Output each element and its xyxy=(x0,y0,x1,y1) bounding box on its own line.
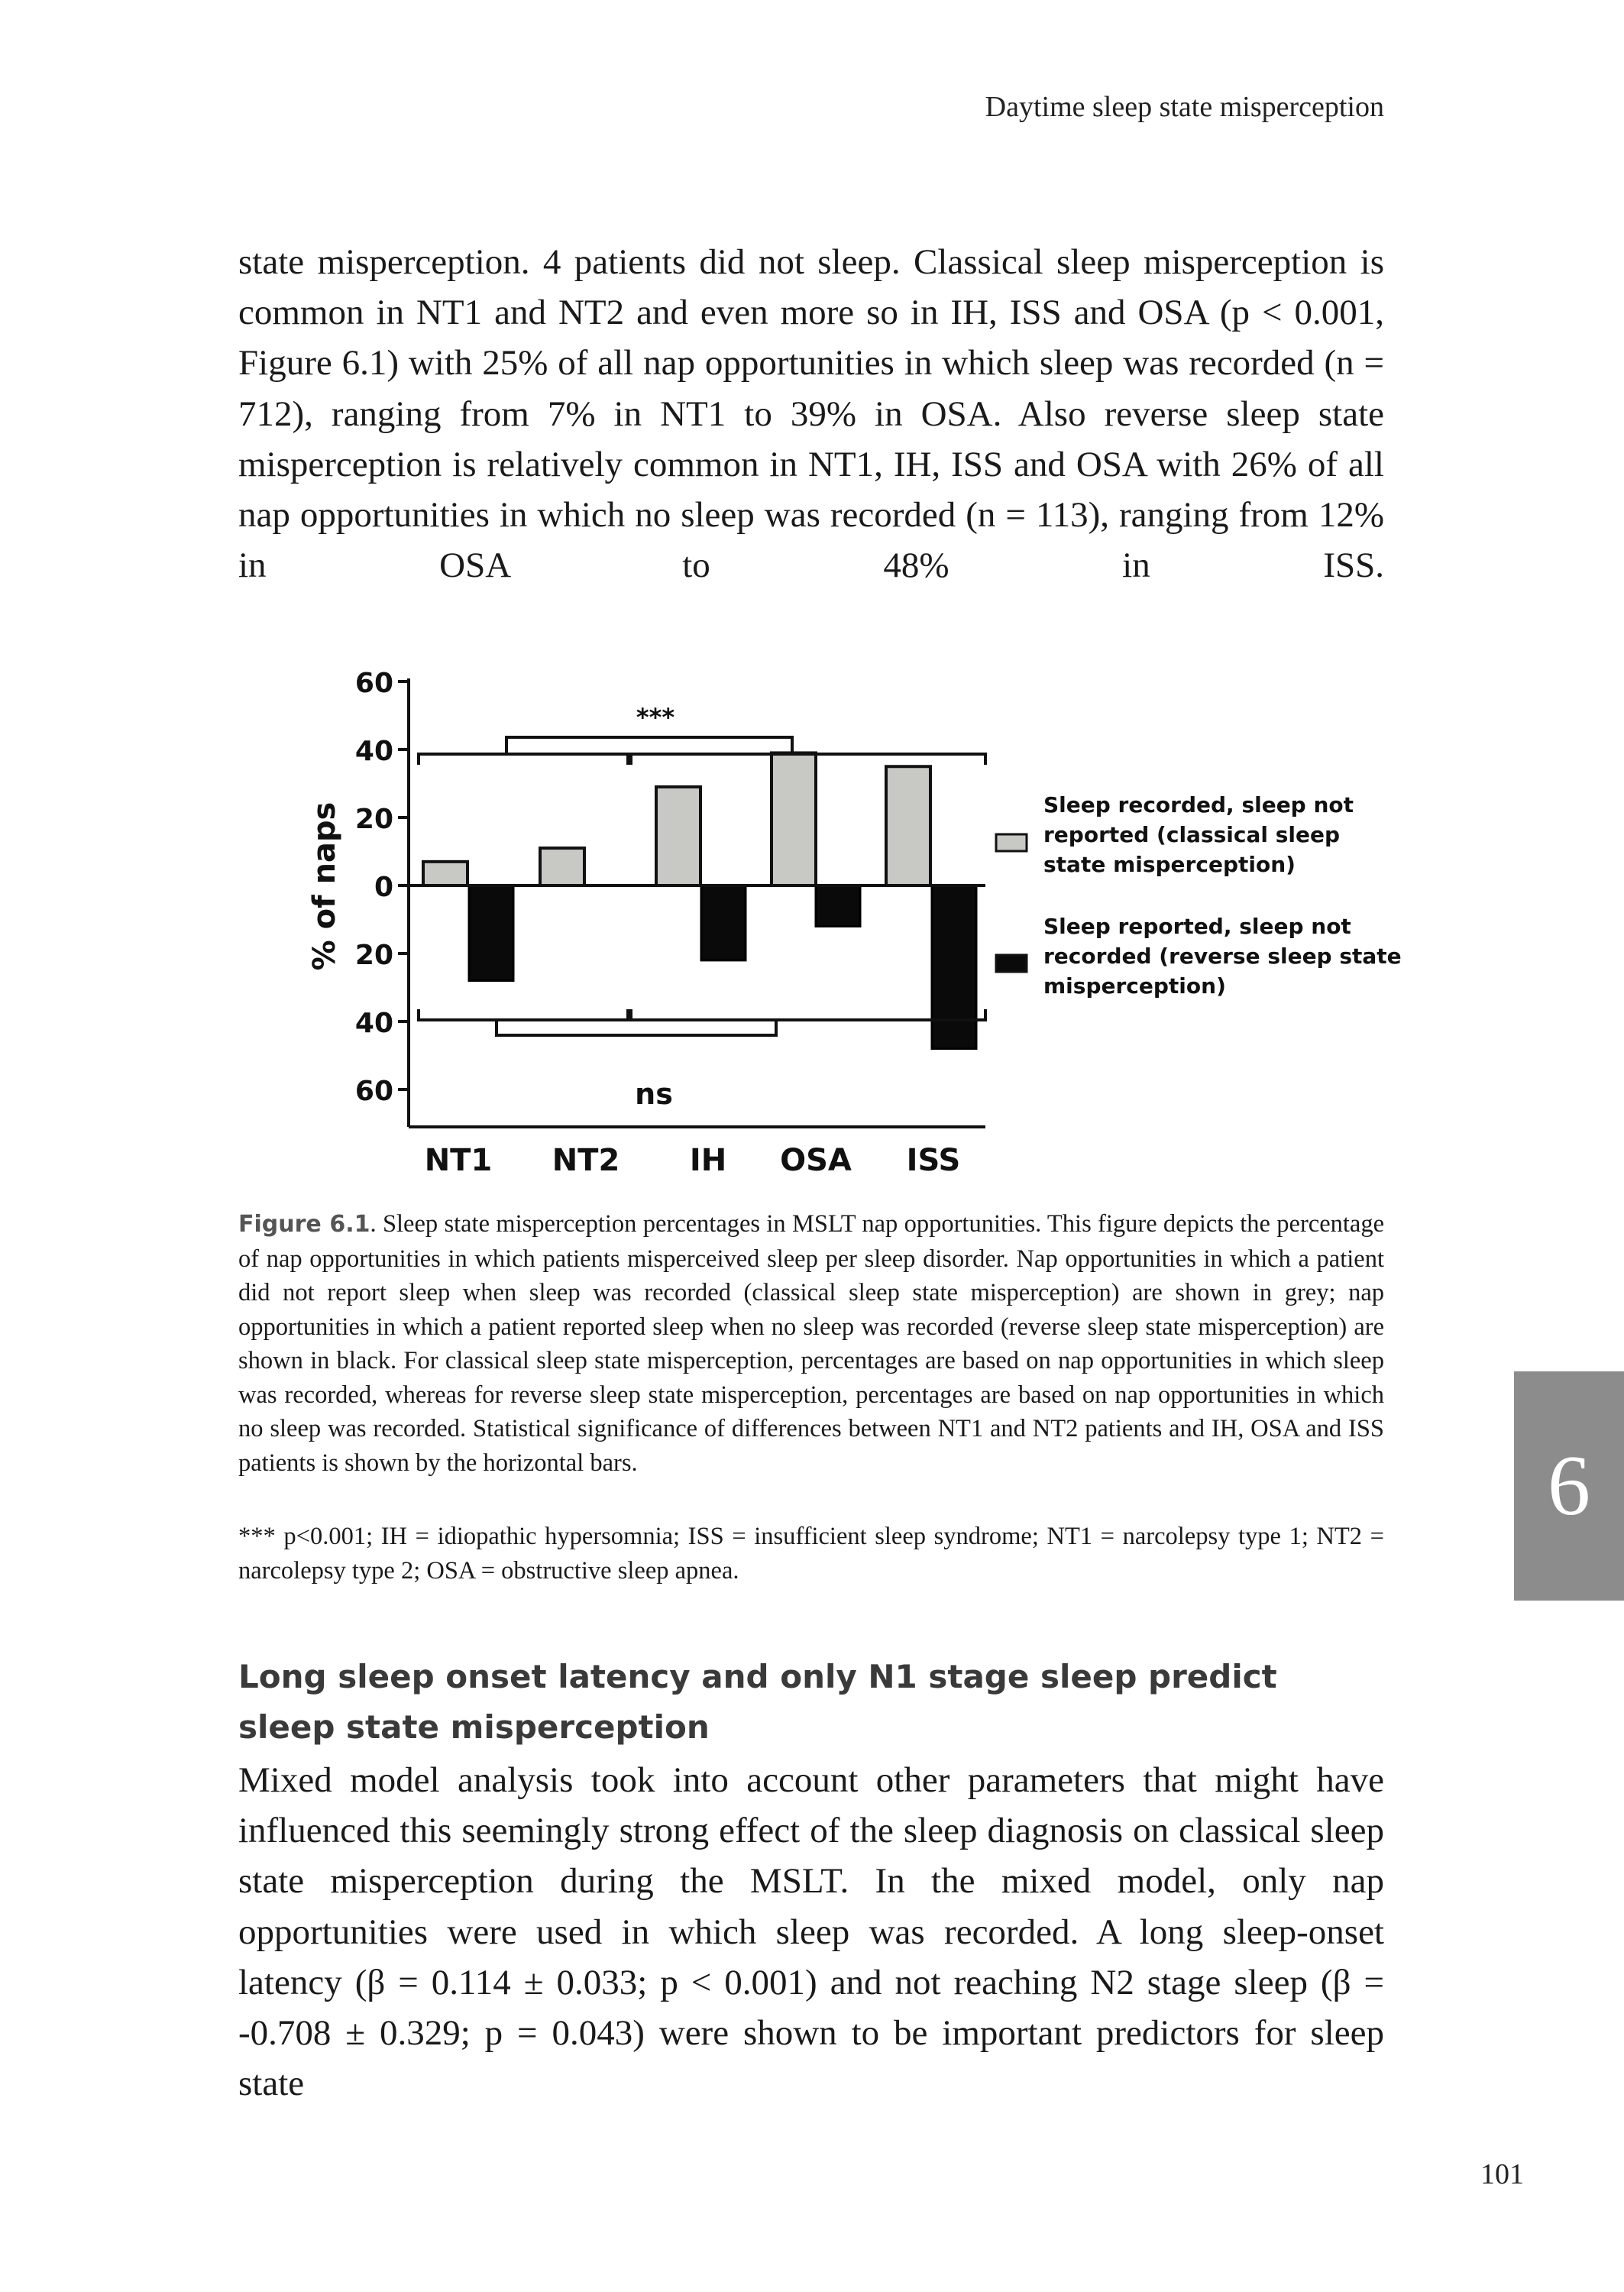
y-tick-label: 40 xyxy=(354,1008,393,1039)
bar-reverse-nt1 xyxy=(469,885,513,981)
significance-bracket-upper xyxy=(506,737,792,753)
group-bracket-lower xyxy=(419,1009,985,1020)
chapter-tab: 6 xyxy=(1514,1371,1624,1601)
bar-reverse-ih xyxy=(701,885,746,960)
x-tick-label-nt2: NT2 xyxy=(552,1143,620,1178)
bar-reverse-osa xyxy=(816,885,860,926)
bar-classical-iss xyxy=(886,766,930,885)
legend-item-classical-label: Sleep recorded, sleep not reported (classical sleep state misperception) xyxy=(1043,792,1354,877)
significance-upper-label: *** xyxy=(636,703,675,732)
y-tick-label: 60 xyxy=(354,668,393,699)
y-tick-label: 20 xyxy=(354,804,393,835)
bar-classical-ih xyxy=(656,787,700,885)
body-paragraph-1: state misperception. 4 patients did not sleep. Classical sleep misperception is common in NT1 and NT2 and even more so in IH, ISS and OSA (p < 0.001, Figure 6.1) with 25% of all nap opportunities in which sleep was recorded (n = 712), ranging from 7% in NT1 to 39% in OSA. Also reverse sleep state misperception is relatively common in NT1, IH, ISS and OSA with 26% of all nap opportunities in which no sleep was recorded (n = 113), ranging from 12% in OSA to 48% in ISS. xyxy=(238,242,1384,586)
bar-classical-osa xyxy=(772,753,816,885)
x-tick-label-iss: ISS xyxy=(906,1143,961,1178)
bar-classical-nt1 xyxy=(423,862,467,885)
group-bracket-upper xyxy=(419,754,985,765)
figure-caption-text: . Sleep state misperception percentages in MSLT nap opportunities. This figure depicts the percentage of nap opportunities in which patients misperceived sleep per sleep disorder. Nap opportunities in which a patient did not report sleep when sleep was recorded (classical sleep state misperception) are shown in grey; nap opportunities in which a patient reported sleep when no sleep was recorded (reverse sleep state misperception) are shown in black. For classical sleep state misperception, percentages are based on nap opportunities in which sleep was recorded, whereas for reverse sleep state misperception, percentages are based on nap opportunities in which no sleep was recorded. Statistical significance of differences between NT1 and NT2 patients and IH, OSA and ISS patients is shown by the horizontal bars. xyxy=(238,1210,1384,1477)
legend-item-classical-swatch xyxy=(996,834,1027,851)
y-tick-label: 0 xyxy=(374,872,393,903)
page-number: 101 xyxy=(1480,2158,1524,2190)
legend-item-reverse-label: Sleep reported, sleep not recorded (reverse sleep state misperception) xyxy=(1043,914,1402,999)
running-header: Daytime sleep state misperception xyxy=(985,91,1384,123)
legend-item-reverse-swatch xyxy=(996,955,1027,972)
figure-notes: *** p<0.001; IH = idiopathic hypersomnia; ISS = insufficient sleep syndrome; NT1 = narcolepsy type 1; NT2 = narcolepsy type 2; OSA = obstructive sleep apnea. xyxy=(238,1523,1384,1585)
significance-lower-label: ns xyxy=(635,1077,673,1111)
y-tick-label: 20 xyxy=(354,940,393,971)
bar-classical-nt2 xyxy=(540,848,584,885)
bar-reverse-iss xyxy=(932,885,976,1049)
y-tick-label: 60 xyxy=(354,1076,393,1107)
x-tick-label-osa: OSA xyxy=(780,1143,852,1178)
section-heading: Long sleep onset latency and only N1 stage sleep predict sleep state misperception xyxy=(238,1658,1277,1746)
figure-label: Figure 6.1 xyxy=(238,1211,370,1238)
x-tick-label-nt1: NT1 xyxy=(424,1143,493,1178)
figure-caption xyxy=(238,1207,1384,1480)
y-tick-label: 40 xyxy=(354,736,393,767)
body-paragraph-2: Mixed model analysis took into account other parameters that might have influenced this seemingly strong effect of the sleep diagnosis on classical sleep state misperception during the MSLT. In the mixed model, only nap opportunities were used in which sleep was recorded. A long sleep-onset latency (β = 0.114 ± 0.033; p < 0.001) and not reaching N2 stage sleep (β = -0.708 ± 0.329; p = 0.043) were shown to be important predictors for sleep state xyxy=(238,1760,1384,2104)
significance-bracket-lower xyxy=(497,1021,776,1035)
y-axis-label: % of naps xyxy=(307,801,342,971)
x-tick-label-ih: IH xyxy=(689,1143,727,1178)
